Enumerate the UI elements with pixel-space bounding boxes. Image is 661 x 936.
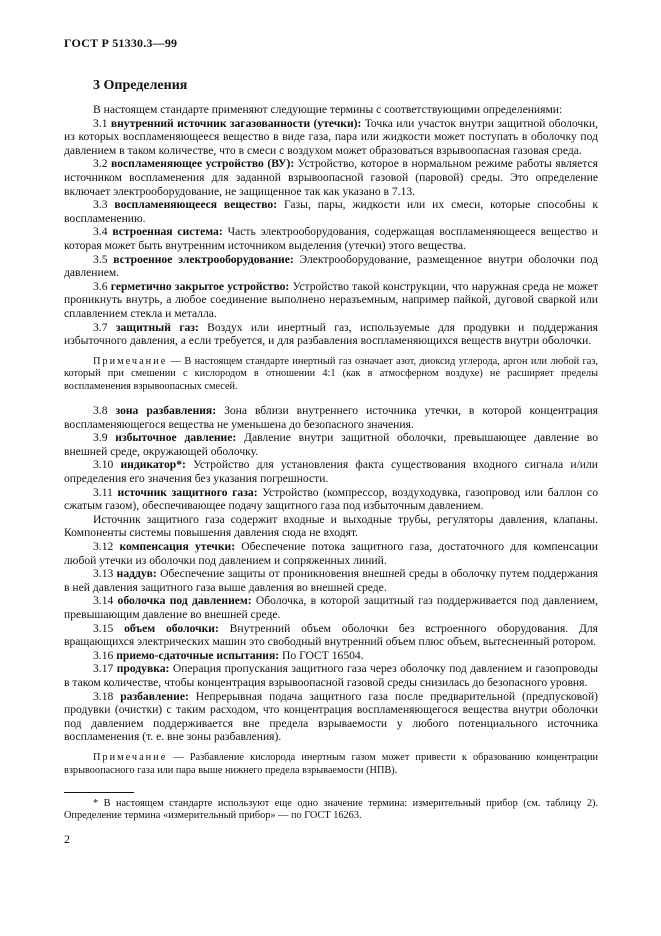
term-3-14 xyxy=(64,594,598,621)
term-definition: Устройство, которое в нормальном режиме работы является источником воспламенения для заданной взрывоопасной газовой (паровой) среды. Это определение включает электрооборудование, не защищенное так как указано в 7.13. xyxy=(64,157,598,198)
note-inert-gas xyxy=(64,356,598,394)
terms-group-2 xyxy=(64,404,598,540)
term-name: воспламеняющееся вещество: xyxy=(114,198,278,212)
note-label: Примечание xyxy=(93,751,168,763)
term-3-11-extra-paragraph: Источник защитного газа содержит входные и выходные трубы, регуляторы давления, клапаны. Компоненты системы повышения давления сюда не входят. xyxy=(64,512,598,540)
term-definition: Операция пропускания защитного газа через оболочку под давлением и газопроводы в таком количестве, чтобы концентрация взрывоопасной газовой среды снизилась до безопасного уровня. xyxy=(64,662,598,689)
term-definition: Внутренний объем оболочки без встроенного оборудования. Для вращающихся электрических машин это свободный внутренний объем плюс объем, вытесненный ротором. xyxy=(64,621,598,649)
note-label: Примечание xyxy=(93,355,168,367)
note-text: — В настоящем стандарте инертный газ означает азот, диоксид углерода, аргон или любой газ, который при смешении с кислородом в отношении 4:1 (как в атмосферном воздухе) не расширяет пределы воспламенения взрывоопасных смесей. xyxy=(64,355,598,393)
term-definition: Устройство такой конструкции, что наружная среда не может проникнуть внутрь, а любое соединение выполнено неразъемным, например пайкой, дуговой сваркой или сплавлением стекла и металла. xyxy=(64,279,598,320)
term-3-2 xyxy=(64,157,598,198)
term-number: 3.4 xyxy=(93,225,108,239)
term-3-8 xyxy=(64,404,598,431)
term-name: объем оболочки: xyxy=(124,621,219,635)
note-dilution xyxy=(64,752,598,778)
term-number: 3.14 xyxy=(93,594,114,608)
term-3-12 xyxy=(64,540,598,567)
term-3-16 xyxy=(64,649,598,663)
term-number: 3.7 xyxy=(93,320,108,334)
term-number: 3.1 xyxy=(93,116,108,130)
term-definition: Зона вблизи внутреннего источника утечки, в которой концентрация воспламеняющегося вещества не уменьшена до безопасного значения. xyxy=(64,404,599,431)
term-definition: Точка или участок внутри защитной оболочки, из которых воспламеняющееся вещество в виде газа, пара или жидкости может поступать в оболочку под давлением в таком количестве, что в смеси с воздухом может образоваться взрывоопасная газовая среда. xyxy=(64,116,598,157)
term-definition: Непрерывная подача защитного газа после предварительной (предпусковой) продувки (очистки) с таким расходом, что концентрация воспламеняющегося вещества внутри оболочки под давлением поддерживается вне предела взрываемости у любого потенциального источника воспламенения (т. е. вне зоны разбавления). xyxy=(64,689,599,744)
term-number: 3.9 xyxy=(93,431,108,445)
terms-group-3 xyxy=(64,540,598,744)
term-definition: Обеспечение защиты от проникновения внешней среды в оболочку путем поддержания в ней давления защитного газа выше давления во внешней среде. xyxy=(64,567,598,594)
term-number: 3.11 xyxy=(93,485,113,499)
term-number: 3.8 xyxy=(93,404,108,418)
term-number: 3.2 xyxy=(93,157,108,171)
term-name: индикатор*: xyxy=(120,458,186,472)
term-number: 3.13 xyxy=(93,567,114,581)
term-3-3 xyxy=(64,198,598,225)
term-3-6 xyxy=(64,280,598,321)
term-name: внутренний источник загазованности (утечки): xyxy=(110,116,362,130)
term-3-7 xyxy=(64,321,598,348)
term-name: встроенное электрооборудование: xyxy=(113,252,294,266)
term-number: 3.15 xyxy=(93,621,114,635)
term-definition: Газы, пары, жидкости или их смеси, которые способны к воспламенению. xyxy=(64,198,598,225)
term-number: 3.10 xyxy=(93,458,114,472)
term-number: 3.18 xyxy=(93,689,114,703)
term-number: 3.17 xyxy=(93,662,114,676)
term-definition: Оболочка, в которой защитный газ поддерживается под давлением, превышающим давление во внешней среде. xyxy=(64,594,598,621)
term-number: 3.12 xyxy=(93,540,114,554)
term-name: источник защитного газа: xyxy=(117,485,258,499)
term-name: зона разбавления: xyxy=(115,404,217,418)
term-name: встроенная система: xyxy=(112,225,223,239)
term-3-18 xyxy=(64,690,598,744)
footnote: * В настоящем стандарте используют еще одно значение термина: измерительный прибор (см. таблицу 2). Определение термина «измерительный прибор» — по ГОСТ 16263. xyxy=(64,797,598,822)
term-3-15 xyxy=(64,622,598,649)
term-number: 3.6 xyxy=(93,279,108,293)
term-3-9 xyxy=(64,431,598,458)
term-definition: Давление внутри защитной оболочки, превышающее давление во внешней среде, окружающей оболочку. xyxy=(64,431,598,458)
terms-group-1 xyxy=(64,117,598,348)
term-name: продувка: xyxy=(116,662,170,676)
term-name: защитный газ: xyxy=(115,320,199,334)
note-text: — Разбавление кислорода инертным газом может привести к образованию концентрации взрывоопасного газа или пара выше нижнего предела взрываемости (НПВ). xyxy=(64,751,598,776)
document-page xyxy=(64,36,598,847)
term-3-1 xyxy=(64,117,598,158)
term-3-11 xyxy=(64,486,598,513)
term-3-5 xyxy=(64,253,598,280)
term-name: воспламеняющее устройство (ВУ): xyxy=(111,157,295,171)
term-definition: По ГОСТ 16504. xyxy=(282,648,364,662)
section-title: 3 Определения xyxy=(93,78,188,93)
term-number: 3.5 xyxy=(93,252,108,266)
term-definition: Часть электрооборудования, содержащая воспламеняющееся вещество и которая может быть внутренним источником выделения (утечки) этого вещества. xyxy=(64,225,598,252)
term-definition: Обеспечение потока защитного газа, достаточного для компенсации любой утечки из оболочки под давлением и сопряженных линий. xyxy=(64,540,598,567)
term-name: оболочка под давлением: xyxy=(117,594,252,608)
term-definition: Устройство для установления факта существования входного сигнала и/или определения его значения без указания погрешности. xyxy=(64,458,598,486)
term-definition: Электрооборудование, размещенное внутри оболочки под давлением. xyxy=(64,252,598,280)
footnote-divider xyxy=(64,792,134,793)
term-number: 3.16 xyxy=(93,648,114,662)
term-definition: Воздух или инертный газ, используемые для продувки и поддержания избыточного давления, а если требуется, и для разбавления воспламеняющихся веществ внутри оболочки. xyxy=(64,320,598,348)
page-number: 2 xyxy=(64,832,70,847)
term-3-10 xyxy=(64,458,598,485)
term-3-17 xyxy=(64,662,598,689)
document-code: ГОСТ Р 51330.3—99 xyxy=(64,36,178,50)
term-name: компенсация утечки: xyxy=(119,540,236,554)
term-definition: Устройство (компрессор, воздуходувка, газопровод или баллон со сжатым газом), обеспечивающее подачу защитного газа под избыточным давлением. xyxy=(64,485,598,513)
term-name: избыточное давление: xyxy=(115,431,237,445)
term-3-4 xyxy=(64,225,598,252)
term-name: приемо-сдаточные испытания: xyxy=(116,648,280,662)
term-3-13 xyxy=(64,567,598,594)
term-name: разбавление: xyxy=(120,689,189,703)
term-number: 3.3 xyxy=(93,198,108,212)
term-name: герметично закрытое устройство: xyxy=(110,279,290,293)
term-name: наддув: xyxy=(116,567,157,581)
intro-paragraph: В настоящем стандарте применяют следующие термины с соответствующими определениями: xyxy=(93,103,563,116)
